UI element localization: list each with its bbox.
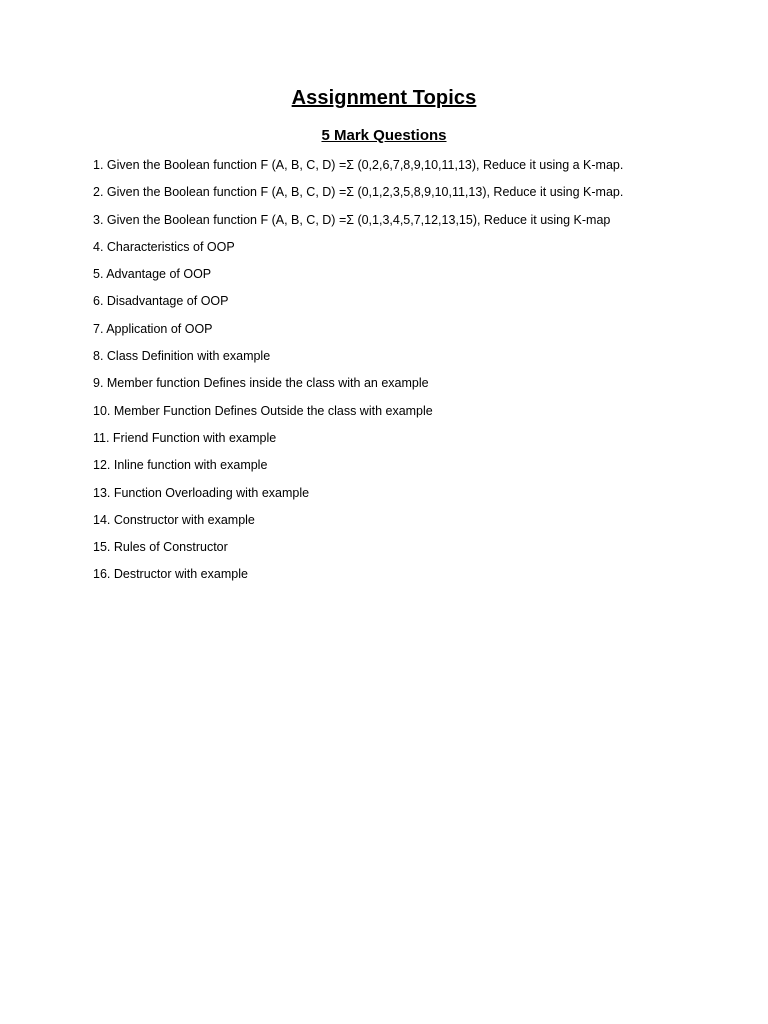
list-item: 8. Class Definition with example	[93, 349, 271, 364]
list-item: 9. Member function Defines inside the class with an example	[93, 376, 429, 391]
list-item: 13. Function Overloading with example	[93, 485, 310, 500]
list-item: 11. Friend Function with example	[93, 430, 277, 445]
list-item: 12. Inline function with example	[93, 458, 268, 473]
section-heading: 5 Mark Questions	[321, 127, 447, 144]
list-item: 3. Given the Boolean function F (A, B, C, D) =Σ (0,1,3,4,5,7,12,13,15), Reduce it using K-map	[93, 212, 611, 227]
list-item: 10. Member Function Defines Outside the class with example	[93, 403, 433, 418]
list-item: 15. Rules of Constructor	[93, 540, 228, 555]
list-item: 14. Constructor with example	[93, 512, 255, 527]
question-list	[93, 157, 713, 594]
list-item: 5. Advantage of OOP	[93, 267, 212, 282]
list-item: 7. Application of OOP	[93, 321, 213, 336]
page-title: Assignment Topics	[291, 87, 477, 109]
list-item: 1. Given the Boolean function F (A, B, C, D) =Σ (0,2,6,7,8,9,10,11,13), Reduce it using a K-map.	[93, 158, 624, 172]
list-item: 16. Destructor with example	[93, 567, 248, 582]
list-item: 6. Disadvantage of OOP	[93, 294, 229, 309]
list-item: 2. Given the Boolean function F (A, B, C, D) =Σ (0,1,2,3,5,8,9,10,11,13), Reduce it using K-map.	[93, 185, 624, 200]
list-item: 4. Characteristics of OOP	[93, 239, 235, 254]
